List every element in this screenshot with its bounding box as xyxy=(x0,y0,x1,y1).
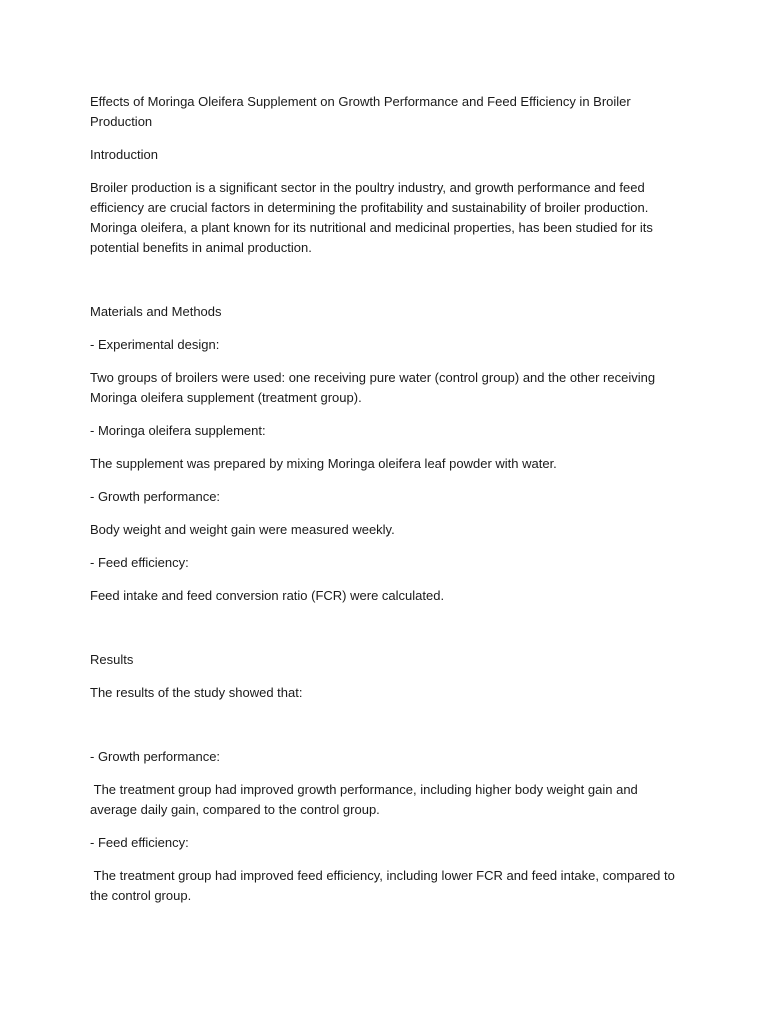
results-growth-label: - Growth performance: xyxy=(90,749,221,764)
methods-design-text: Two groups of broilers were used: one receiving pure water (control group) and the other receiving Moringa oleifera supplement (treatment group). xyxy=(90,370,659,405)
methods-feed-text: Feed intake and feed conversion ratio (FCR) were calculated. xyxy=(90,588,445,603)
results-feed-text: The treatment group had improved feed efficiency, including lower FCR and feed intake, compared to the control group. xyxy=(90,868,679,903)
methods-growth-label: - Growth performance: xyxy=(90,489,221,504)
section-spacer xyxy=(90,271,680,302)
results-growth-text: The treatment group had improved growth performance, including higher body weight gain and average daily gain, compared to the control group. xyxy=(90,782,642,817)
methods-design-label: - Experimental design: xyxy=(90,337,220,352)
section-spacer xyxy=(90,619,680,650)
results-feed-label: - Feed efficiency: xyxy=(90,835,189,850)
introduction-heading: Introduction xyxy=(90,147,158,162)
introduction-paragraph: Broiler production is a significant sector in the poultry industry, and growth performance and feed efficiency are crucial factors in determining the profitability and sustainability of broiler production. Moringa oleifera, a plant known for its nutritional and medicinal properties, has been studied for its potential benefits in animal production. xyxy=(90,180,657,255)
results-intro: The results of the study showed that: xyxy=(90,685,303,700)
document-title: Effects of Moringa Oleifera Supplement on Growth Performance and Feed Efficiency in Broiler Production xyxy=(90,94,635,129)
methods-growth-text: Body weight and weight gain were measured weekly. xyxy=(90,522,395,537)
methods-feed-label: - Feed efficiency: xyxy=(90,555,189,570)
document-body xyxy=(90,92,680,919)
results-heading: Results xyxy=(90,652,134,667)
section-spacer xyxy=(90,716,680,747)
methods-heading: Materials and Methods xyxy=(90,304,222,319)
methods-supplement-text: The supplement was prepared by mixing Moringa oleifera leaf powder with water. xyxy=(90,456,557,471)
methods-supplement-label: - Moringa oleifera supplement: xyxy=(90,423,266,438)
